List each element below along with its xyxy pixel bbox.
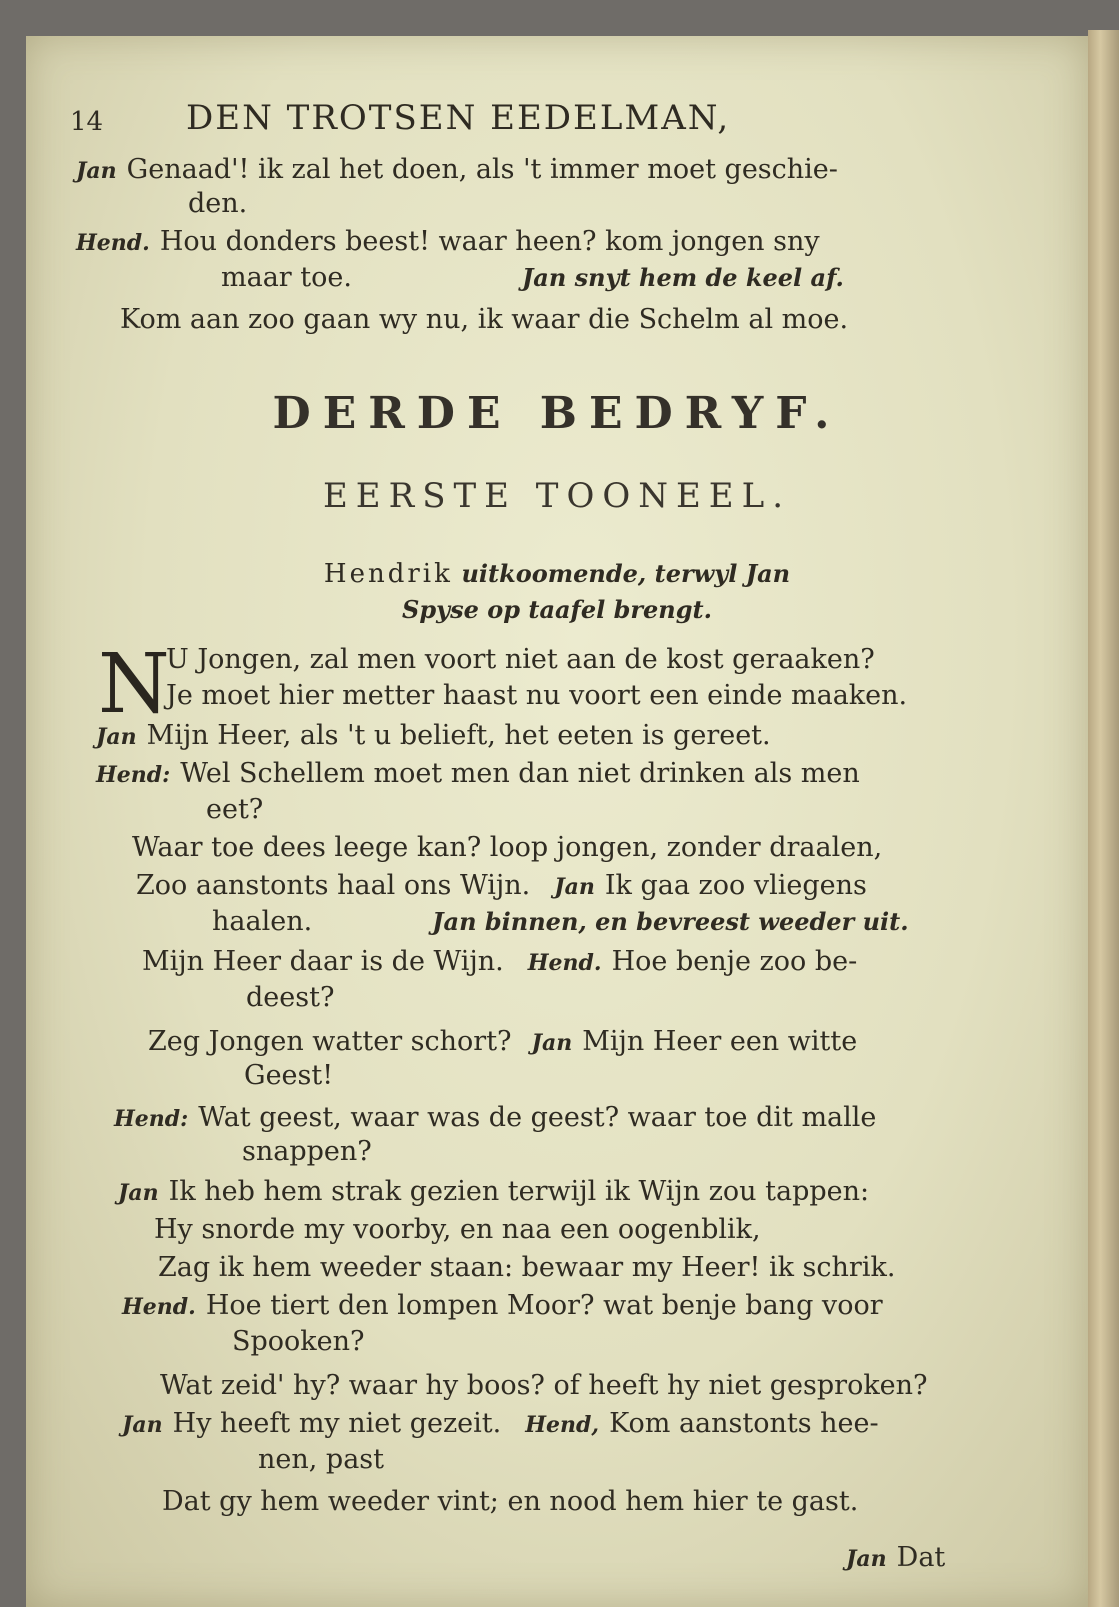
verse-line: haalen. Jan binnen, en bevreest weeder uit.	[212, 906, 909, 937]
speaker-label: Hend.	[76, 230, 150, 256]
verse-line: maar toe. Jan snyt hem de keel af.	[221, 262, 844, 293]
stage-direction: Jan snyt hem de keel af.	[521, 263, 844, 292]
page-number: 14	[70, 107, 104, 137]
verse-line: Jan Hy heeft my niet gezeit. Hend, Kom aanstonts hee-	[122, 1408, 879, 1439]
verse-line: Dat gy hem weeder vint; en nood hem hier te gast.	[162, 1486, 859, 1517]
speaker-label: Jan	[118, 1180, 159, 1206]
speaker-label: Jan	[122, 1412, 163, 1438]
stage-direction: Jan binnen, en bevreest weeder uit.	[432, 907, 909, 936]
verse-line: Je moet hier metter haast nu voort een einde maaken.	[166, 680, 908, 711]
verse-line: Spooken?	[232, 1326, 365, 1357]
verse-line: deest?	[246, 982, 335, 1013]
verse-line: Zag ik hem weeder staan: bewaar my Heer! ik schrik.	[158, 1252, 896, 1283]
scene-title: EERSTE TOONEEL.	[322, 476, 792, 516]
speaker-label: Jan	[76, 158, 117, 184]
speaker-label: Hend:	[96, 762, 171, 788]
verse-line: eet?	[206, 794, 264, 825]
verse-line: Wat zeid' hy? waar hy boos? of heeft hy niet gesproken?	[160, 1370, 928, 1401]
verse-line: Hend. Hou donders beest! waar heen? kom jongen sny	[76, 226, 820, 257]
drop-cap: N	[98, 637, 170, 732]
cast-line	[26, 594, 1088, 625]
verse-line: den.	[188, 188, 248, 219]
character-name: Hendrik	[323, 559, 453, 589]
verse-line: Hy snorde my voorby, en naa een oogenblik,	[154, 1214, 761, 1245]
verse-line: Mijn Heer daar is de Wijn. Hend. Hoe benje zoo be-	[142, 946, 858, 977]
verse-line: Jan Ik heb hem strak gezien terwijl ik Wijn zou tappen:	[118, 1176, 870, 1207]
verse-line: snappen?	[242, 1136, 372, 1167]
verse-line: Jan Mijn Heer, als 't u belieft, het eeten is gereet.	[96, 720, 771, 751]
stage-direction: Spyse op taafel brengt.	[402, 595, 712, 624]
verse-line: Zoo aanstonts haal ons Wijn. Jan Ik gaa zoo vliegens	[136, 870, 867, 901]
speaker-label: Jan	[96, 724, 137, 750]
verse-line: Hend. Hoe tiert den lompen Moor? wat benje bang voor	[122, 1290, 883, 1321]
verse-line: Kom aan zoo gaan wy nu, ik waar die Schelm al moe.	[120, 304, 849, 335]
book-page	[26, 36, 1088, 1607]
verse-line: U Jongen, zal men voort niet aan de kost geraaken?	[166, 644, 875, 675]
verse-line: Zeg Jongen watter schort? Jan Mijn Heer een witte	[148, 1026, 858, 1057]
speaker-label: Jan	[846, 1546, 887, 1572]
act-title: DERDE BEDRYF.	[272, 388, 842, 439]
speaker-label: Hend:	[114, 1106, 189, 1132]
verse-line: Hend: Wat geest, waar was de geest? waar toe dit malle	[114, 1102, 877, 1133]
verse-line: Hend: Wel Schellem moet men dan niet drinken als men	[96, 758, 860, 789]
speaker-label: Jan	[531, 1030, 573, 1056]
stage-direction: uitkoomende, terwyl Jan	[461, 559, 791, 588]
verse-line: Jan Genaad'! ik zal het doen, als 't immer moet geschie-	[76, 154, 838, 185]
speaker-label: Hend.	[527, 950, 602, 976]
speaker-label: Jan	[554, 874, 595, 900]
running-head: DEN TROTSEN EEDELMAN,	[186, 98, 731, 138]
page-edge	[1088, 30, 1119, 1607]
catchword: Jan Dat	[846, 1542, 946, 1573]
speaker-label: Hend,	[525, 1412, 600, 1438]
verse-line: Waar toe dees leege kan? loop jongen, zonder draalen,	[132, 832, 883, 863]
verse-line: nen, past	[258, 1444, 385, 1475]
cast-line	[26, 558, 1088, 589]
speaker-label: Hend.	[122, 1294, 196, 1320]
verse-line: Geest!	[244, 1060, 334, 1091]
